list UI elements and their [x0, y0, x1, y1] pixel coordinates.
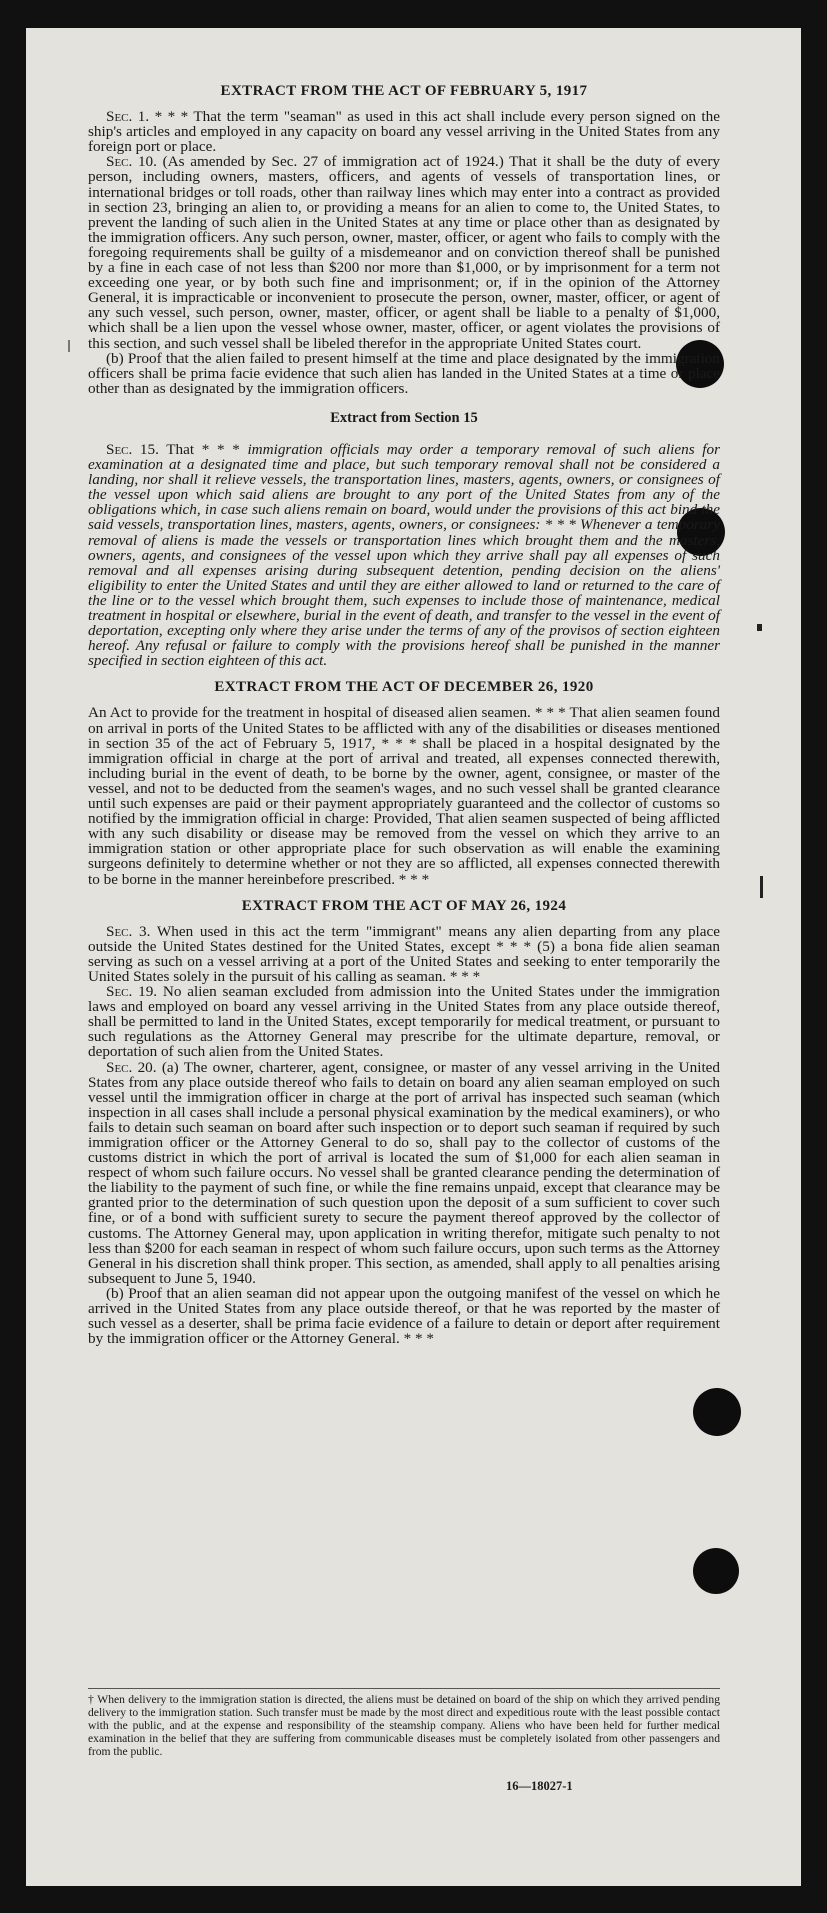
heading-section-15: Extract from Section 15 [330, 409, 478, 426]
heading-act-1920: EXTRACT FROM THE ACT OF DECEMBER 26, 1920 [214, 679, 594, 696]
section-19-paragraph: Sec. 19. No alien seaman excluded from admission into the United States under the immigration laws and employed on board any vessel arriving in the United States from any place outside thereof, shall be permitted to land in the United States, except temporarily for medical treatment, or pursuant to such regulations as the Attorney General may prescribe for the ultimate departure, removal, or deportation of such alien from the United States. [88, 983, 720, 1061]
punch-hole-4 [693, 1548, 739, 1594]
section-10-b-paragraph: (b) Proof that the alien failed to present himself at the time and place designated by the immigration officers shall be prima facie evidence that such alien has landed in the United States at a time or place other than as designated by the immigration officers. [88, 349, 720, 397]
punch-hole-3 [693, 1388, 741, 1436]
section-20-paragraph: Sec. 20. (a) The owner, charterer, agent, consignee, or master of any vessel arriving in the United States from any place outside thereof who fails to detain on board any alien seaman employed on such vessel until the immigration officer in charge at the port of arrival has inspected such seaman (which inspection in all cases shall include a personal physical examination by the medical examiners), or who fails to detain such seaman on board after such inspection or to deport such seaman if required by such immigration officer or the Attorney General to do so, shall pay to the collector of customs of the customs district in which the port of arrival is located the sum of $1,000 for each alien seaman in respect of whom such failure occurs. No vessel shall be granted clearance pending the determination of the liability to the payment of such fine, or while the fine remains unpaid, except that clearance may be granted prior to the determination of such question upon the deposit of a sum sufficient to cover such fine, or of a bond with sufficient surety to secure the payment thereof approved by the collector of customs. The Attorney General may, upon application in writing therefor, mitigate such penalty to not less than $200 for each seaman in respect of whom such failure occurs, upon such terms as the Attorney General in his discretion shall think proper. This section, as amended, shall apply to all penalties arising subsequent to June 5, 1940. [88, 1058, 720, 1287]
margin-mark [757, 624, 762, 631]
document-body [88, 84, 720, 1346]
heading-act-1924: EXTRACT FROM THE ACT OF MAY 26, 1924 [241, 897, 567, 914]
section-3-paragraph: Sec. 3. When used in this act the term "immigrant" means any alien departing from any place outside the United States destined for the United States, except * * * (5) a bona fide alien seaman serving as such on a vessel arriving at a port of the United States and seeking to enter temporarily the United States solely in the pursuit of his calling as seaman. * * * [88, 922, 720, 985]
section-20-b-paragraph: (b) Proof that an alien seaman did not appear upon the outgoing manifest of the vessel on which he arrived in the United States from any place outside thereof, or that he was reported by the master of such vessel as a deserter, shall be prima facie evidence of a failure to detain or deport after requirement by the immigration officer or the Attorney General. * * * [88, 1284, 720, 1348]
footnote: † When delivery to the immigration station is directed, the aliens must be detained on board of the ship on which they arrived pending delivery to the immigration station. Such transfer must be made by the most direct and expeditious route with the least possible contact with the public, and at the expense and responsibility of the steamship company. Aliens who have been held for further medical examination in the belief that they are suffering from communicable diseases must be completely isolated from other passengers and from the public. [88, 1688, 720, 1758]
section-15-paragraph: Sec. 15. That * * * immigration officials may order a temporary removal of such aliens for examination at a designated time and place, but such temporary removal shall not be considered a landing, nor shall it relieve vessels, the transportation lines, masters, agents, owners, or consignees of the vessel upon which said aliens are brought to any port of the United States from any of the obligations which, in case such aliens remain on board, would under the provisions of this act bind the said vessels, transportation lines, masters, agents, owners, or consignees: * * * Whenever a temporary removal of aliens is made the vessels or transportation lines which brought them and the masters, owners, agents, and consignees of the vessel upon which they arrive shall pay all expenses of such removal and all expenses arising during subsequent detention, pending decision on the aliens' eligibility to enter the United States and until they are either allowed to land or returned to the care of the line or to the vessel which brought them, such expenses to include those of maintenance, medical treatment in hospital or elsewhere, burial in the event of death, and transfer to the vessel in the event of deportation, excepting only where they arise under the terms of any of the provisos of section eighteen hereof. Any refusal or failure to comply with the provisions hereof shall be punished in the manner specified in section eighteen of this act. [88, 440, 720, 670]
section-1-paragraph: Sec. 1. * * * That the term "seaman" as used in this act shall include every person signed on the ship's articles and employed in any capacity on board any vessel arriving in the United States from any foreign port or place. [88, 108, 720, 156]
form-number: 16—18027-1 [506, 1779, 573, 1793]
margin-mark [760, 876, 763, 898]
section-10-paragraph: Sec. 10. (As amended by Sec. 27 of immigration act of 1924.) That it shall be the duty of every person, including owners, masters, officers, and agents of vessels of transportation lines, or international bridges or toll roads, other than railway lines which may enter into a contract as provided in section 23, bringing an alien to, or providing a means for an alien to come to, the United States, to prevent the landing of such alien in the United States at any time or place other than as designated by the immigration officers. Any such person, owner, master, officer, or agent who fails to comply with the foregoing requirements shall be guilty of a misdemeanor and on conviction thereof shall be punished by a fine in each case of not less than $200 nor more than $1,000, or by imprisonment for a term not exceeding one year, or by both such fine and imprisonment; or, if in the opinion of the Attorney General, it is impracticable or inconvenient to prosecute the person, owner, master, officer, or agent of any such vessel, such person, owner, master, officer, or agent shall be liable to a penalty of $1,000, which shall be a lien upon the vessel whose owner, master, officer, or agent violates the provisions of this section, and such vessel shall be libeled therefor in the appropriate United States court. [88, 153, 720, 352]
act-1920-paragraph: An Act to provide for the treatment in hospital of diseased alien seamen. * * * That alien seamen found on arrival in ports of the United States to be afflicted with any of the disabilities or diseases mentioned in section 35 of the act of February 5, 1917, * * * shall be placed in a hospital designated by the immigration official in charge at the port of arrival and treated, all expenses connected therewith, including burial in the event of death, to be borne by the owner, agent, consignee, or master of the vessel, and not to be deducted from the seamen's wages, and no such vessel shall be granted clearance until such expenses are paid or their payment appropriately guaranteed and the collector of customs so notified by the immigration official in charge: Provided, That alien seamen suspected of being afflicted with any such disability or disease may be removed from the vessel on which they arrive to an immigration station or other appropriate place for such observation as will enable the examining surgeons definitely to determine whether or not they are so afflicted, all expenses connected therewith to be borne in the manner hereinbefore prescribed. * * * [88, 704, 720, 888]
heading-act-1917: EXTRACT FROM THE ACT OF FEBRUARY 5, 1917 [220, 83, 588, 99]
margin-mark [68, 340, 70, 352]
